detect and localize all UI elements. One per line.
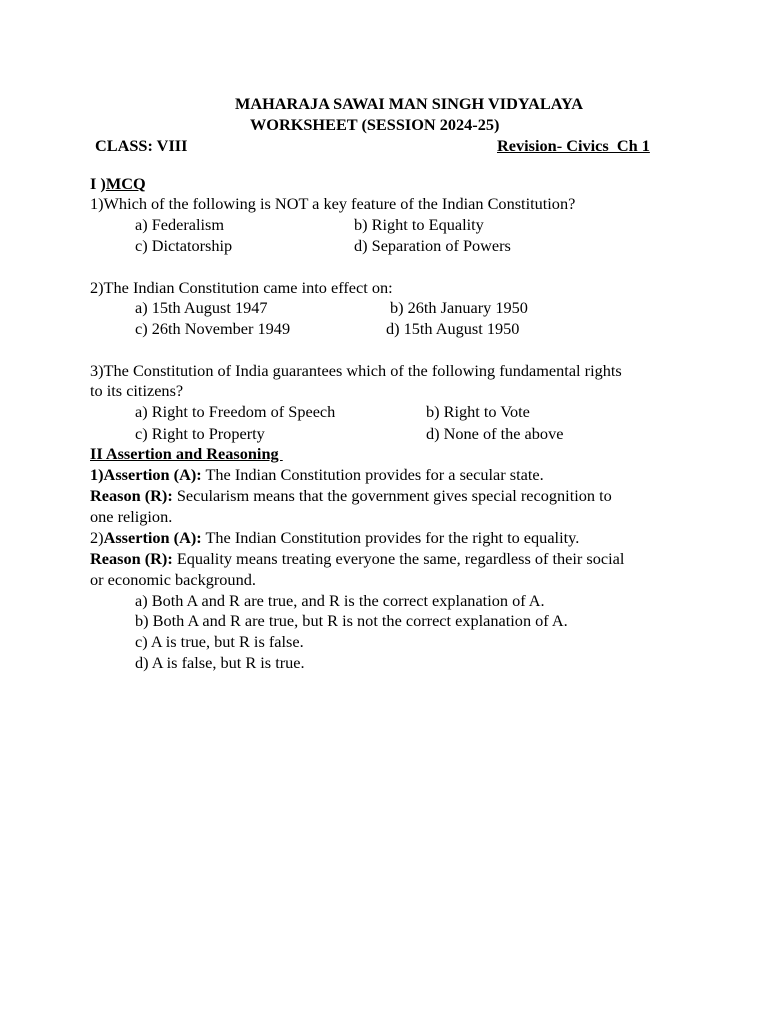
section-mcq-heading bbox=[90, 174, 146, 194]
ar2-reason-text: Equality means treating everyone the same, regardless of their social bbox=[172, 549, 625, 568]
section-number: I ) bbox=[90, 174, 106, 193]
ar2-reason bbox=[90, 549, 624, 569]
ar1-assertion bbox=[90, 465, 544, 485]
q3-option-d: d) None of the above bbox=[426, 424, 564, 443]
q2-option-b: b) 26th January 1950 bbox=[390, 298, 528, 317]
revision-label: Revision- Civics Ch 1 bbox=[497, 136, 650, 155]
ar1-reason-cont: one religion. bbox=[90, 507, 173, 526]
section-title: MCQ bbox=[105, 174, 146, 193]
ar2-reason-cont: or economic background. bbox=[90, 570, 256, 589]
question-3-line-2: to its citizens? bbox=[90, 381, 184, 400]
question-3-line-1: 3)The Constitution of India guarantees which of the following fundamental rights bbox=[90, 361, 622, 380]
ar2-assertion bbox=[90, 528, 579, 548]
ar2-assertion-text: The Indian Constitution provides for the right to equality. bbox=[201, 528, 580, 547]
ar2-reason-label: Reason (R): bbox=[90, 549, 173, 568]
q1-option-a: a) Federalism bbox=[135, 215, 225, 234]
ar1-reason bbox=[90, 486, 612, 506]
ar1-reason-text: Secularism means that the government gives special recognition to bbox=[172, 486, 612, 505]
q3-option-a: a) Right to Freedom of Speech bbox=[135, 402, 336, 421]
school-name: MAHARAJA SAWAI MAN SINGH VIDYALAYA bbox=[235, 94, 583, 113]
q2-option-d: d) 15th August 1950 bbox=[386, 319, 520, 338]
ar1-assertion-label: 1)Assertion (A): bbox=[90, 465, 202, 484]
question-2: 2)The Indian Constitution came into effect on: bbox=[90, 278, 393, 297]
class-label: CLASS: VIII bbox=[95, 136, 188, 155]
ar1-reason-label: Reason (R): bbox=[90, 486, 173, 505]
worksheet-title: WORKSHEET (SESSION 2024-25) bbox=[250, 115, 500, 134]
section-assertion-heading: II Assertion and Reasoning bbox=[90, 444, 283, 463]
ar1-assertion-text: The Indian Constitution provides for a secular state. bbox=[201, 465, 544, 484]
q3-option-b: b) Right to Vote bbox=[426, 402, 530, 421]
ar2-number: 2) bbox=[90, 528, 104, 547]
q2-option-a: a) 15th August 1947 bbox=[135, 298, 268, 317]
ar-option-a: a) Both A and R are true, and R is the correct explanation of A. bbox=[135, 591, 545, 610]
ar-option-c: c) A is true, but R is false. bbox=[135, 632, 304, 651]
q1-option-d: d) Separation of Powers bbox=[354, 236, 511, 255]
q1-option-c: c) Dictatorship bbox=[135, 236, 233, 255]
ar-option-b: b) Both A and R are true, but R is not the correct explanation of A. bbox=[135, 611, 568, 630]
ar2-assertion-label: Assertion (A): bbox=[103, 528, 202, 547]
ar-option-d: d) A is false, but R is true. bbox=[135, 653, 305, 672]
q1-option-b: b) Right to Equality bbox=[354, 215, 484, 234]
q3-option-c: c) Right to Property bbox=[135, 424, 265, 443]
question-1: 1)Which of the following is NOT a key feature of the Indian Constitution? bbox=[90, 194, 576, 213]
q2-option-c: c) 26th November 1949 bbox=[135, 319, 291, 338]
